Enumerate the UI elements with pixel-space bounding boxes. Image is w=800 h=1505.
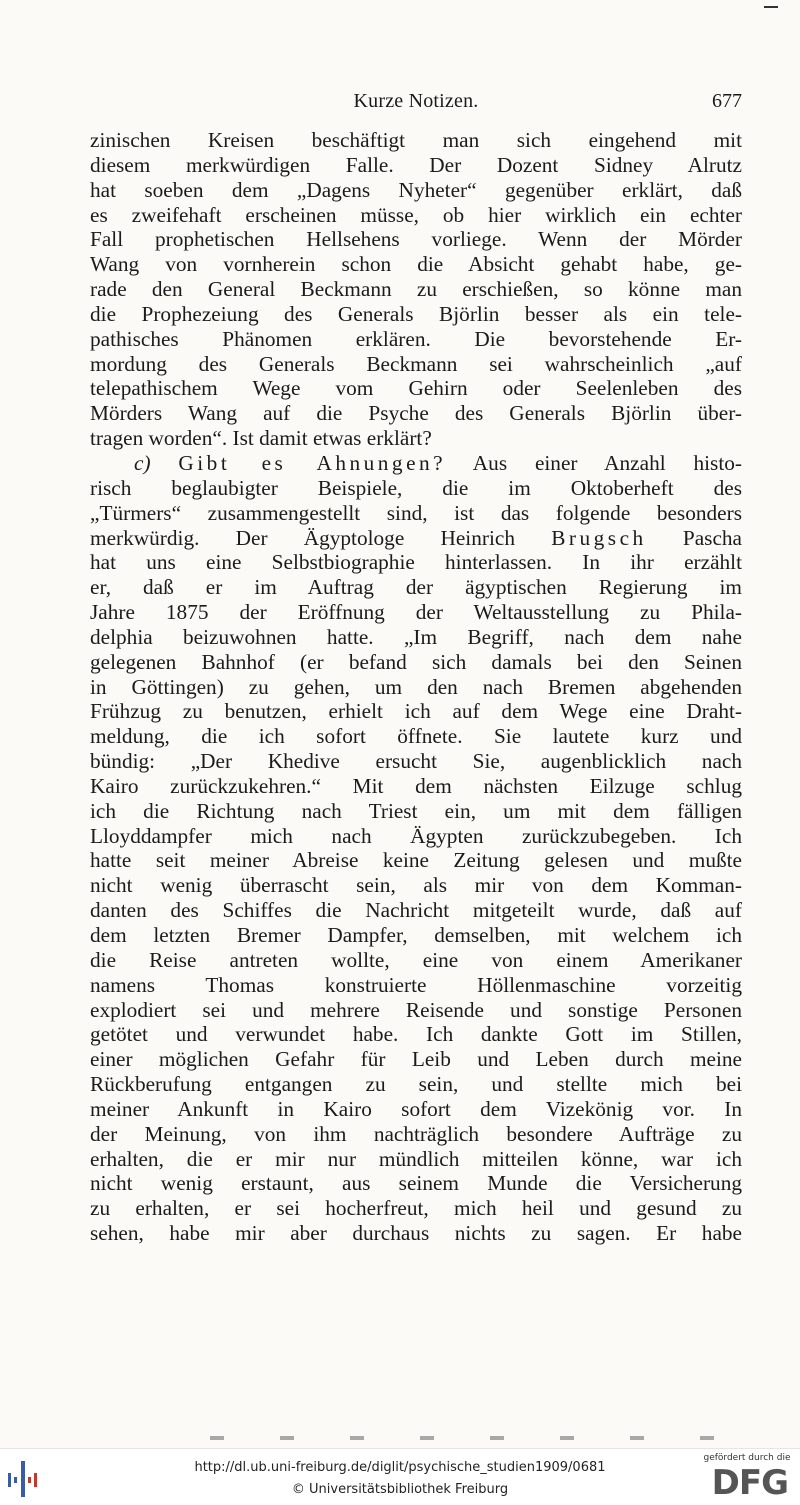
running-title: Kurze Notizen. (353, 90, 479, 112)
text-line: die Reise antreten wollte, eine von einem Amerikaner (90, 947, 742, 972)
section-marker: c) (134, 450, 151, 475)
copyright-notice: © Universitätsbibliothek Freiburg (291, 1482, 509, 1497)
text-line: er, daß er im Auftrag der ägyptischen Regierung im (90, 575, 742, 600)
section-first-line-rest: Aus einer Anzahl histo- (472, 450, 742, 475)
text-line: gelegenen Bahnhof (er befand sich damals bei den Seinen (90, 649, 742, 674)
section-first-line (90, 451, 742, 476)
text-line: „Türmers“ zusammengestellt sind, ist das folgende besonders (90, 500, 742, 525)
text-line: Mörders Wang auf die Psyche des Generals Björlin über- (90, 401, 742, 426)
text-line: meldung, die ich sofort öffnete. Sie lautete kurz und (90, 724, 742, 749)
text-line: ich die Richtung nach Triest ein, um mit dem fälligen (90, 798, 742, 823)
viewer-footer (0, 1448, 800, 1505)
text-line: nicht wenig überrascht sein, als mir von dem Komman- (90, 873, 742, 898)
text-line: dem letzten Bremer Dampfer, demselben, mit welchem ich (90, 923, 742, 947)
text-line: mordung des Generals Beckmann sei wahrscheinlich „auf (90, 351, 742, 376)
text-line: meiner Ankunft in Kairo sofort dem Vizekönig vor. In (90, 1096, 742, 1121)
page-number: 677 (712, 90, 742, 112)
text-line: erhalten, die er mir nur mündlich mitteilen könne, war ich (90, 1146, 742, 1171)
text-line: nicht wenig erstaunt, aus seinem Munde die Versicherung (90, 1171, 742, 1196)
text-line: Frühzug zu benutzen, erhielt ich auf dem Wege eine Draht- (90, 699, 742, 724)
body-text (90, 128, 742, 1246)
text-line: danten des Schiffes die Nachricht mitgeteilt wurde, daß auf (90, 898, 742, 923)
person-name-brugsch: Brugsch (551, 525, 647, 550)
text-line: sehen, habe mir aber durchaus nichts zu sagen. Er habe (90, 1221, 742, 1246)
text-line: zu erhalten, er sei hocherfreut, mich heil und gesund zu (90, 1196, 742, 1221)
text-line: in Göttingen) zu gehen, um den nach Bremen abgehenden (90, 674, 742, 699)
text-line: Kairo zurückzukehren.“ Mit dem nächsten Eilzuge schlug (90, 773, 742, 798)
text-line: rade den General Beckmann zu erschießen, so könne man (90, 277, 742, 302)
text-line: telepathischem Wege vom Gehirn oder Seelenleben des (90, 376, 742, 401)
text-line: tragen worden“. Ist damit etwas erklärt? (90, 426, 432, 451)
dfg-wordmark: DFG (711, 1463, 788, 1503)
text-line: explodiert sei und mehrere Reisende und sonstige Personen (90, 997, 742, 1022)
text-line: getötet und verwundet habe. Ich dankte Gott im Stillen, (90, 1022, 742, 1047)
line-segment: Pascha (682, 525, 742, 550)
line-segment: merkwürdig. Der Ägyptologe Heinrich (90, 525, 515, 550)
text-line: der Meinung, von ihm nachträglich besondere Aufträge zu (90, 1121, 742, 1146)
corner-mark (764, 6, 778, 8)
bottom-print-marks (210, 1436, 770, 1440)
text-line: Lloyddampfer mich nach Ägypten zurückzubegeben. Ich (90, 823, 742, 848)
dfg-caption: gefördert durch die (703, 1453, 791, 1463)
text-line: hat uns eine Selbstbiographie hinterlassen. In ihr erzählt (90, 550, 742, 575)
text-line-brugsch (90, 526, 742, 551)
text-line: hatte seit meiner Abreise keine Zeitung gelesen und mußte (90, 848, 742, 873)
text-line: einer möglichen Gefahr für Leib und Leben durch meine (90, 1047, 742, 1072)
text-line: Fall prophetischen Hellsehens vorliege. Wenn der Mörder (90, 227, 742, 252)
dfg-logo[interactable] (702, 1453, 792, 1503)
text-line: bündig: „Der Khedive ersucht Sie, augenblicklich nach (90, 749, 742, 774)
text-line: Rückberufung entgangen zu sein, und stellte mich bei (90, 1072, 742, 1097)
text-line: namens Thomas konstruierte Höllenmaschine vorzeitig (90, 972, 742, 997)
page-header (90, 90, 742, 116)
text-line: diesem merkwürdigen Falle. Der Dozent Sidney Alrutz (90, 152, 742, 177)
text-line: Jahre 1875 der Eröffnung der Weltausstellung zu Phila- (90, 600, 742, 625)
source-url-link[interactable]: http://dl.ub.uni-freiburg.de/diglit/psychische_studien1909/0681 (194, 1460, 606, 1475)
section-heading: Gibt es Ahnungen? (178, 450, 447, 475)
text-line: hat soeben dem „Dagens Nyheter“ gegenüber erklärt, daß (90, 177, 742, 202)
text-line: Wang von vornherein schon die Absicht gehabt habe, ge- (90, 252, 742, 277)
text-line: die Prophezeiung des Generals Björlin besser als ein tele- (90, 301, 742, 326)
text-line: risch beglaubigter Beispiele, die im Oktoberheft des (90, 475, 742, 500)
text-line: delphia beizuwohnen hatte. „Im Begriff, nach dem nahe (90, 624, 742, 649)
text-line: es zweifehaft erscheinen müsse, ob hier wirklich ein echter (90, 202, 742, 227)
text-line: pathisches Phänomen erklären. Die bevorstehende Er- (90, 326, 742, 351)
text-line: zinischen Kreisen beschäftigt man sich eingehend mit (90, 128, 742, 152)
